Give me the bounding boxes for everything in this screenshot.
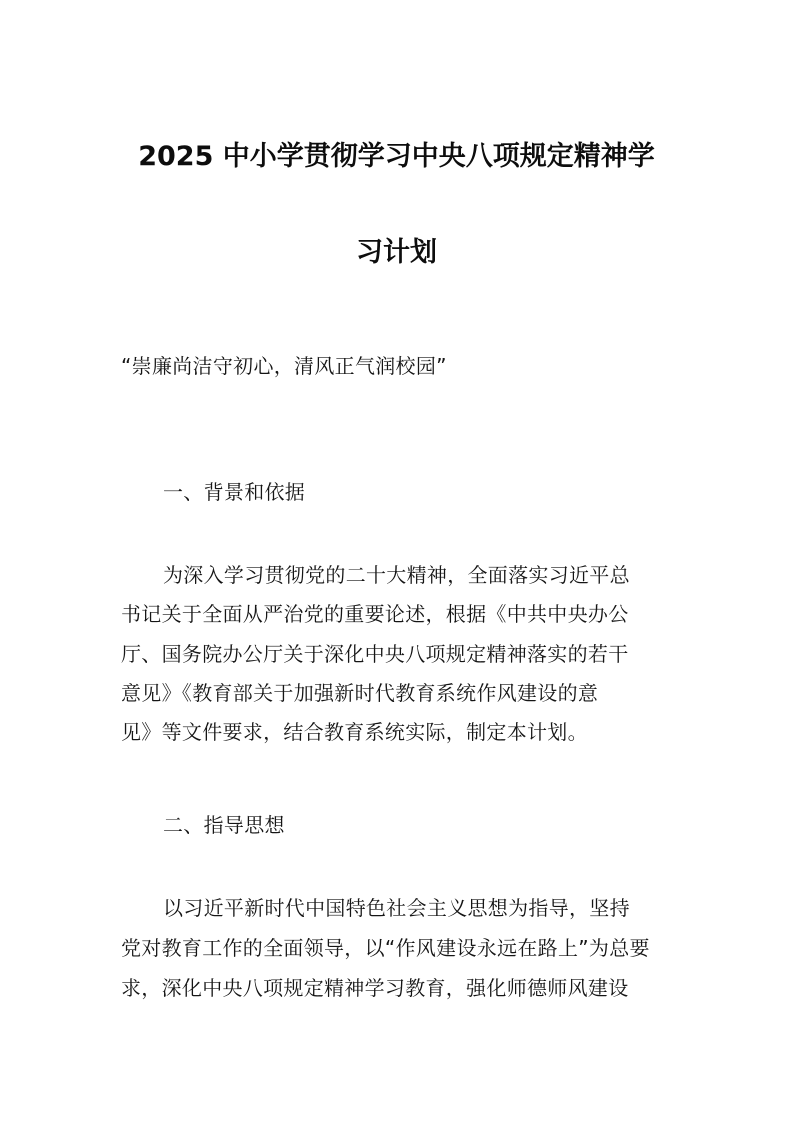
slogan: “崇廉尚洁守初心，清风正气润校园” <box>121 354 447 378</box>
paragraph-line: 意见》《教育部关于加强新时代教育系统作风建设的意 <box>121 681 599 705</box>
section-heading-background: 一、背景和依据 <box>163 480 306 504</box>
section-heading-guiding-ideology: 二、指导思想 <box>163 813 285 837</box>
paragraph-line: 书记关于全面从严治党的重要论述，根据《中共中央办公 <box>121 602 629 626</box>
paragraph-line: 党对教育工作的全面领导，以“作风建设永远在路上”为总要 <box>121 936 650 960</box>
paragraph-line: 求，深化中央八项规定精神学习教育，强化师德师风建设 <box>121 976 629 1000</box>
paragraph-line: 为深入学习贯彻党的二十大精神，全面落实习近平总 <box>163 563 630 587</box>
document-title-line-2: 习计划 <box>356 237 437 268</box>
paragraph-line: 见》等文件要求，结合教育系统实际，制定本计划。 <box>121 720 588 744</box>
paragraph-line: 以习近平新时代中国特色社会主义思想为指导，坚持 <box>163 896 630 920</box>
paragraph-line: 厅、国务院办公厅关于深化中央八项规定精神落实的若干 <box>121 642 629 666</box>
document-title-line-1: 2025 中小学贯彻学习中央八项规定精神学 <box>138 141 655 172</box>
